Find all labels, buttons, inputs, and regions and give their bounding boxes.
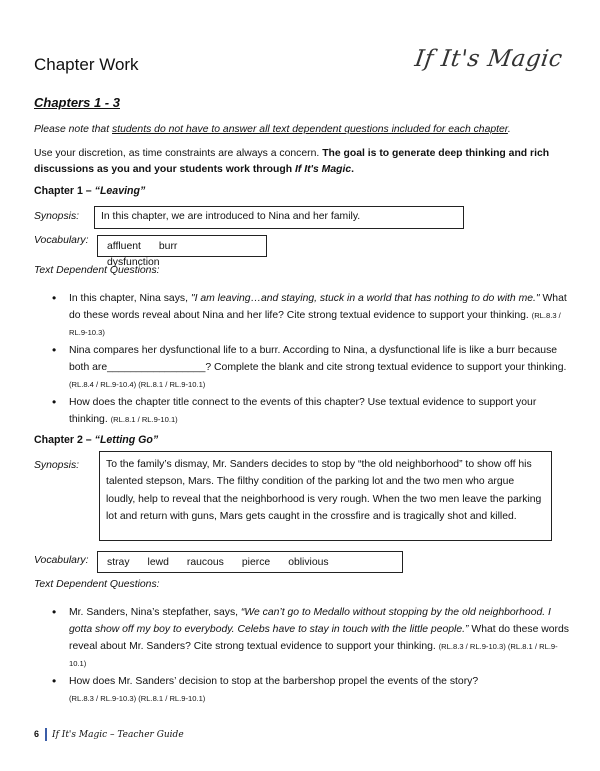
chapter1-synopsis-label: Synopsis: (34, 211, 80, 222)
question-item (52, 394, 572, 428)
chapter1-name: “Leaving” (94, 185, 146, 197)
chapter1-vocab-label: Vocabulary: (34, 235, 89, 246)
q-quote: “We can’t go to Medallo without stopping by the old neighborhood. I gotta show off my boy to everybody. Celebs have to stay in touch with the little people.” (69, 607, 551, 635)
q-text: How does Mr. Sanders’ decision to stop at the barbershop propel the events of the story? (69, 676, 479, 687)
question-item (52, 290, 572, 341)
footer-divider (45, 728, 47, 741)
note (34, 122, 511, 138)
intro-plain: Use your discretion, as time constraints are always a concern. (34, 148, 323, 159)
chapter2-name: “Letting Go” (94, 434, 159, 446)
chapter2-head-prefix: Chapter 2 – (34, 434, 95, 446)
chapter1-head-prefix: Chapter 1 – (34, 185, 95, 197)
vocab-word: stray (107, 557, 130, 568)
book-logo: If It's Magic (412, 46, 564, 72)
page-number: 6 (34, 728, 40, 739)
note-underlined: students do not have to answer all text dependent questions included for each chapter (112, 124, 508, 135)
chapter2-synopsis-label: Synopsis: (34, 460, 80, 471)
chapter1-heading (34, 185, 145, 197)
standards-code: (RL.8.3 / RL.9-10.3) (RL.8.1 / RL.9-10.1) (69, 642, 558, 668)
q-text: Mr. Sanders, Nina’s stepfather, says, (69, 607, 241, 618)
vocab-word: raucous (186, 557, 224, 568)
chapter1-synopsis-box: In this chapter, we are introduced to Nina and her family. (94, 206, 464, 229)
chapter2-tdq-label: Text Dependent Questions: (34, 579, 160, 590)
q-text: What do these words reveal about Nina and her life? Cite strong textual evidence to support your thinking. (69, 293, 567, 321)
footer-title: If It's Magic – Teacher Guide (52, 729, 184, 740)
vocab-word: burr (158, 241, 178, 252)
standards-code: (RL.8.4 / RL.9-10.4) (RL.8.1 / RL.9-10.1) (69, 380, 206, 389)
standards-code: (RL.8.3 / RL.9-10.3) (RL.8.1 / RL.9-10.1) (69, 694, 206, 703)
vocab-word: lewd (147, 557, 169, 568)
q-text: How does the chapter title connect to the events of this chapter? Use textual evidence to support your thinking. (69, 397, 537, 425)
section-heading: Chapters 1 - 3 (34, 95, 120, 110)
chapter2-heading (34, 434, 158, 446)
vocab-word: affluent (107, 241, 141, 252)
note-suffix: . (507, 124, 511, 135)
vocab-word: oblivious (288, 557, 329, 568)
standards-code: (RL.8.3 / RL.9-10.3) (69, 311, 561, 337)
vocab-word: pierce (241, 557, 271, 568)
chapter2-questions (52, 604, 572, 708)
page-footer (34, 728, 184, 741)
q-text: In this chapter, Nina says, (69, 293, 191, 304)
question-item (52, 673, 572, 707)
chapter2-vocab-label: Vocabulary: (34, 555, 89, 566)
q-text: What do these words reveal about Mr. Sanders? Cite strong textual evidence to support your thinking. (69, 624, 569, 652)
intro-paragraph (34, 146, 574, 178)
standards-code: (RL.8.1 / RL.9-10.1) (110, 415, 178, 424)
chapter1-questions (52, 290, 572, 429)
note-prefix: Please note that (34, 124, 112, 135)
question-item (52, 342, 572, 393)
vocab-word: dysfunction (107, 257, 160, 268)
q-text: Nina compares her dysfunctional life to a burr. According to Nina, a dysfunctional life is like a burr because both are_________________? Complete the blank and cite strong textual evidence to support your thinking. (69, 345, 567, 373)
q-quote: "I am leaving…and staying, stuck in a world that has nothing to do with me." (190, 293, 540, 304)
question-item (52, 604, 572, 672)
chapter1-vocab-box (97, 235, 267, 268)
intro-end: . (351, 164, 355, 175)
chapter2-synopsis-box: To the family’s dismay, Mr. Sanders decides to stop by “the old neighborhood” to show off his talented stepson, Mars. The filthy condition of the parking lot and the two men who argue loudly, help to reveal that the neighborhood is very rough. When the two men leave the parking lot and return with guns, Mars gets caught in the crossfire and is tragically shot and killed. (99, 451, 552, 541)
intro-bold: The goal is to generate deep thinking and rich discussions as you and your students work through (34, 148, 550, 175)
chapter1-tdq-label: Text Dependent Questions: (34, 265, 160, 276)
chapter2-vocab-box (97, 551, 403, 573)
page-title: Chapter Work (34, 55, 139, 74)
intro-book-title: If It's Magic (294, 164, 352, 175)
